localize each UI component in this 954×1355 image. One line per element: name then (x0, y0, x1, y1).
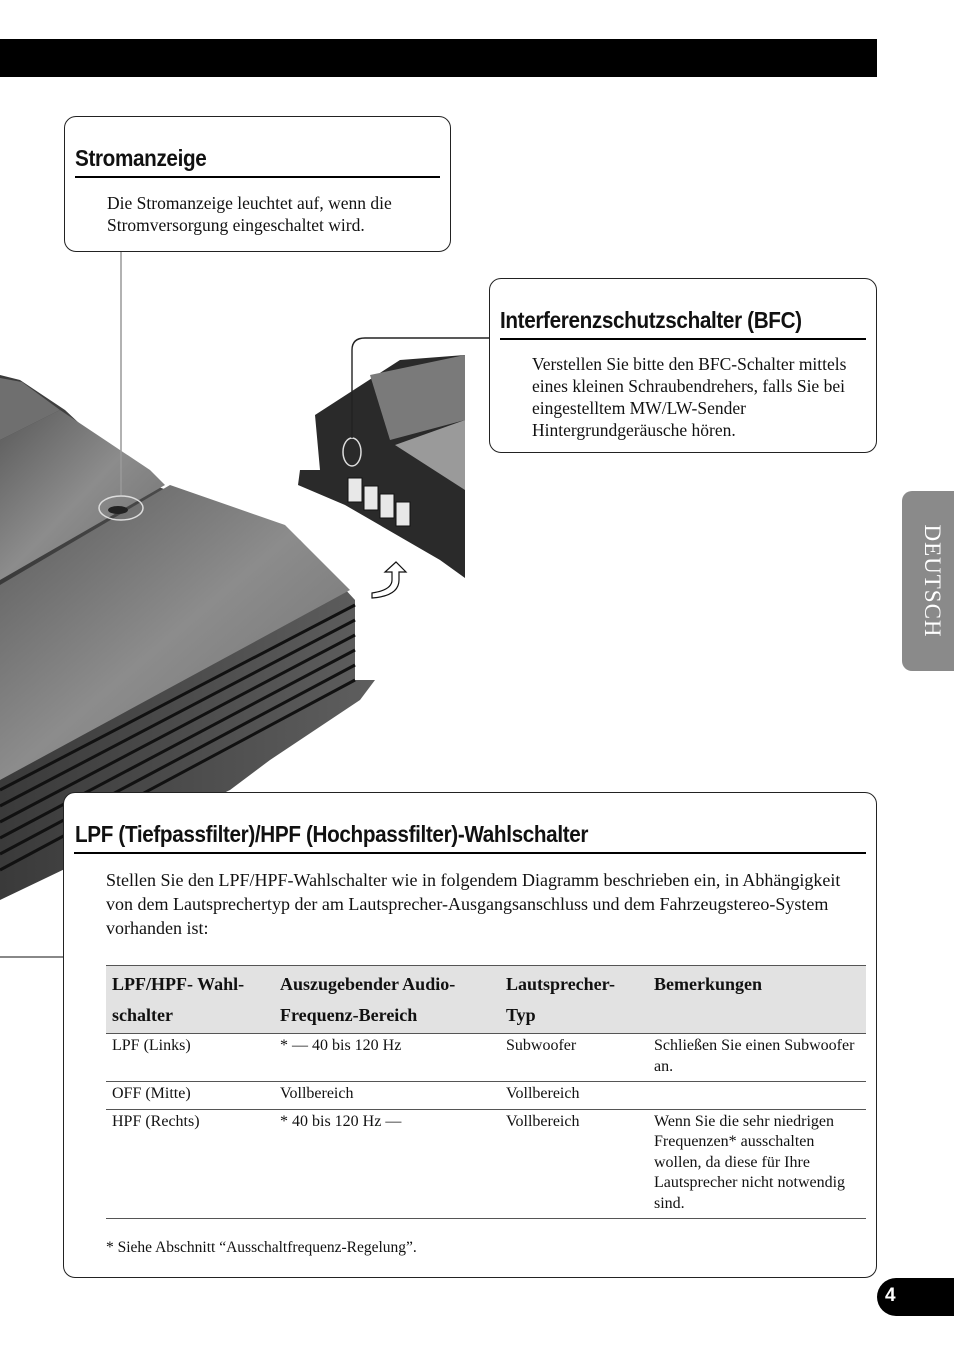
stromanzeige-callout (64, 116, 451, 252)
lpf-hpf-table (106, 965, 866, 1219)
table-cell: Subwoofer (500, 1034, 648, 1082)
stromanzeige-text: Die Stromanzeige leuchtet auf, wenn die Stromversorgung eingeschaltet wird. (107, 193, 392, 235)
table-cell (648, 1082, 866, 1110)
stromanzeige-title: Stromanzeige (75, 145, 207, 171)
bfc-text: Verstellen Sie bitte den BFC-Schalter mittels eines kleinen Schraubendrehers, falls Sie bei eingestelltem MW/LW-Sender Hintergrundgeräusche hören. (532, 354, 847, 440)
lpf-intro-text: Stellen Sie den LPF/HPF-Wahlschalter wie in folgendem Diagramm beschrieben ein, in Abhängigkeit von dem Lautsprechertyp der am Lautsprecher-Ausgangsanschluss und dem Fahrzeugstereo-System vorhanden ist: (106, 870, 841, 938)
table-row (106, 1034, 866, 1082)
table-row (106, 1082, 866, 1110)
table-cell: Schließen Sie einen Subwoofer an. (648, 1034, 866, 1082)
table-cell: OFF (Mitte) (106, 1082, 274, 1110)
page-number: 4 (885, 1285, 896, 1306)
title-rule (74, 852, 866, 854)
bfc-title: Interferenzschutzschalter (BFC) (500, 307, 802, 333)
table-header-row (106, 966, 866, 1034)
table-header-cell: Auszugebender Audio-Frequenz-Bereich (274, 966, 500, 1034)
table-cell: Wenn Sie die sehr niedrigen Frequenzen* ausschalten wollen, da diese für Ihre Lautsprecher nicht notwendig sind. (648, 1109, 866, 1219)
table-cell: HPF (Rechts) (106, 1109, 274, 1219)
language-tab-label: DEUTSCH (920, 524, 945, 638)
table-cell: * — 40 bis 120 Hz (274, 1034, 500, 1082)
table-cell: * 40 bis 120 Hz — (274, 1109, 500, 1219)
title-rule (500, 338, 866, 340)
bfc-callout (489, 278, 877, 453)
footnote: * Siehe Abschnitt “Ausschaltfrequenz-Regelung”. (106, 1239, 417, 1256)
table-cell: Vollbereich (500, 1109, 648, 1219)
table-header-cell: LPF/HPF- Wahl-schalter (106, 966, 274, 1034)
table-cell: Vollbereich (274, 1082, 500, 1110)
title-rule (75, 176, 440, 178)
language-tab (902, 491, 954, 671)
table-cell: LPF (Links) (106, 1034, 274, 1082)
table-header-cell: Bemerkungen (648, 966, 866, 1034)
table-cell: Vollbereich (500, 1082, 648, 1110)
table-header-cell: Lautsprecher-Typ (500, 966, 648, 1034)
table-row (106, 1109, 866, 1219)
page-number-badge (877, 1278, 954, 1316)
lpf-hpf-callout (63, 792, 877, 1278)
curved-arrow (372, 562, 406, 598)
lpf-title: LPF (Tiefpassfilter)/HPF (Hochpassfilter)-Wahlschalter (75, 821, 589, 847)
